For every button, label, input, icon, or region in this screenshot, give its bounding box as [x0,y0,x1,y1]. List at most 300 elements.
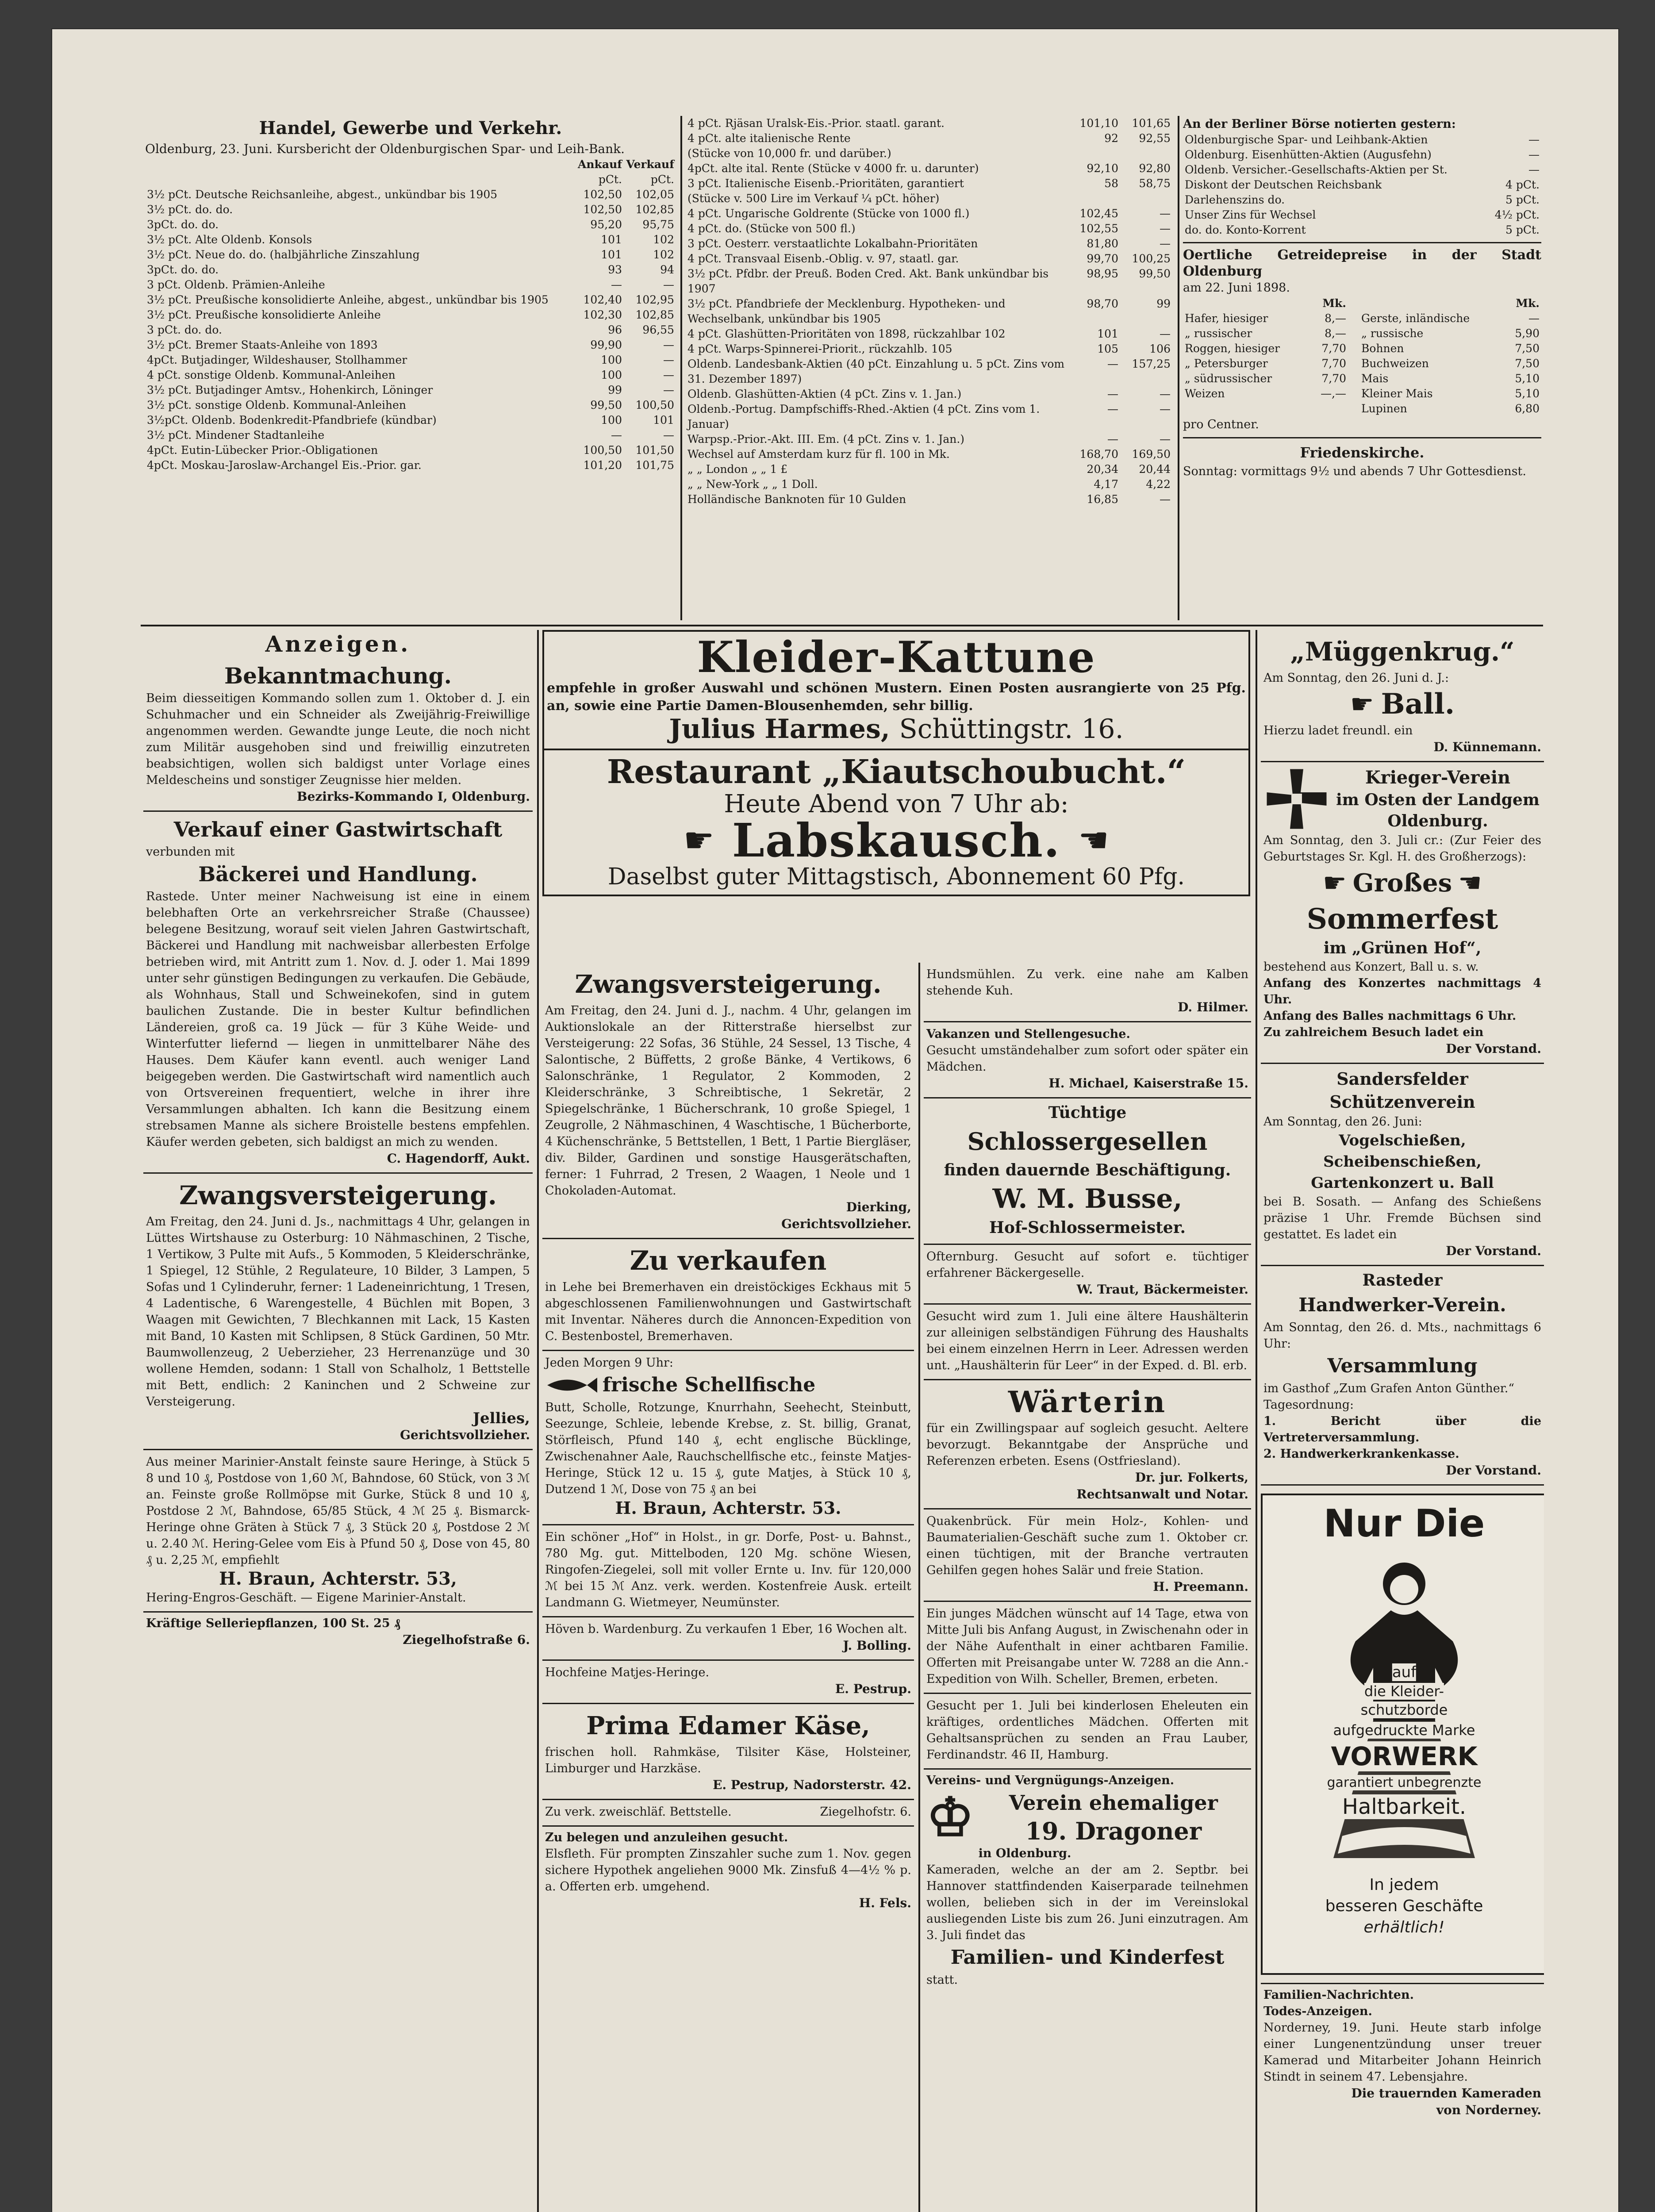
marinier-ad [143,1450,533,1613]
getreide-row-cell: 5,10 [1515,372,1540,385]
fam-text: Norderney, 19. Juni. Heute starb infolge einer Lungenentzündung unser treuer Kamerad und Mitarbeiter Johann Heinrich Stindt in seinem 47. Lebensjahre. [1263,2021,1541,2084]
kurs-row [145,368,676,383]
kurs-row-cell: 102,85 [635,308,674,321]
kurs-row-cell: 102,05 [635,188,674,201]
zuverk-title: Zu verkaufen [630,1245,827,1276]
bett-text: Zu verk. zweischläf. Bettstelle. [545,1805,732,1819]
berlin-row-cell: 5 pCt. [1505,193,1540,206]
fisch-sig: H. Braun, Achterstr. 53. [615,1498,841,1518]
krieger-detail: bestehend aus Konzert, Ball u. s. w. [1263,960,1479,974]
berlin-row [1183,207,1541,223]
kurs-unit-b: pCt. [650,173,674,186]
kurs-row-cell: Holländische Banknoten für 10 Gulden [687,493,906,506]
kurs-row-cell: Oldenb. Landesbank-Aktien (40 pCt. Einzahlung u. 5 pCt. Zins vom 31. Dezember 1897) [687,357,1065,385]
getreide-date: am 22. Juni 1898. [1183,281,1290,295]
kurs-row-cell: — [1107,433,1118,445]
kurs-row-cell: 4 pCt. Rjäsan Uralsk-Eis.-Prior. staatl. garant. [687,117,945,130]
getreide-row [1183,326,1541,341]
berlin-row-cell: Oldenb. Versicher.-Gesellschafts-Aktien per St. [1185,163,1448,176]
kurs-row [686,116,1172,131]
kurs-table-left [145,157,676,473]
kurs-row-cell: 169,50 [1132,448,1171,461]
maedchen-ad [924,1602,1251,1694]
hand-title2: Handwerker-Verein. [1298,1294,1506,1316]
getreide-row [1183,386,1541,401]
vorwerk-besseren: besseren Geschäfte [1325,1897,1483,1915]
kurs-row-cell: 3 pCt. Oldenb. Prämien-Anleihe [147,278,325,291]
sand-detail: bei B. Sosath. — Anfang des Schießens präzise 1 Uhr. Fremde Büchsen sind gestattet. Es ladet ein [1263,1195,1541,1241]
kurs-row-cell: 4 pCt. Glashütten-Prioritäten von 1898, rückzahlbar 102 [687,327,1006,340]
getreide-unit-a: Mk. [1322,297,1347,310]
bekanntmachung-ad [143,658,533,812]
waert-title: Wärterin [1008,1385,1167,1419]
kurs-row-cell: 20,34 [1087,463,1118,476]
kurs-row-cell: 3 pCt. Italienische Eisenb.-Prioritäten, garantiert [687,177,964,190]
kirche-title: Friedenskirche. [1300,444,1425,461]
vakanz-text: Gesucht umständehalber zum sofort oder später ein Mädchen. [926,1044,1248,1074]
berlin-row-cell: — [1528,133,1540,146]
kurs-row-cell: 102,95 [635,293,674,306]
berlin-table [1183,132,1541,238]
restaurant-title: Restaurant „Kiautschoubucht.“ [607,753,1186,791]
kurs-row-cell: 102,50 [583,203,622,216]
fisch-ad [542,1351,914,1525]
kurs-row-cell: 92 [1104,132,1118,145]
getreide-row-cell: 6,80 [1515,402,1540,415]
kurs-row [686,191,1172,206]
kriegerverein-ad [1261,762,1544,1064]
vakanz-title: Vakanzen und Stellengesuche. [926,1027,1130,1041]
kurs-row-cell: 3 pCt. Oesterr. verstaatlichte Lokalbahn-Prioritäten [687,237,978,250]
pointing-hand-icon: ☛ [1350,689,1374,720]
kurs-row-cell: 102 [653,233,674,246]
kurs-row-cell: — [611,429,622,442]
kurs-row [145,232,676,247]
kurs-row-cell: — [1107,357,1118,370]
kurs-row-cell: — [1160,327,1171,340]
pointing-hand-icon: ☛ [1458,868,1482,899]
kurs-row-cell: 58 [1104,177,1118,190]
verkauf-title: Verkauf einer Gastwirtschaft [173,818,503,841]
berlin-row-cell: Oldenburg. Eisenhütten-Aktien (Augusfehn) [1185,148,1432,161]
verkauf-title2: Bäckerei und Handlung. [198,862,478,886]
matjes-ad [542,1661,914,1704]
kurs-row-cell: 4pCt. alte ital. Rente (Stücke v 4000 fr. u. darunter) [687,162,979,175]
eber-sig: J. Bolling. [843,1638,911,1653]
verein-foot: Familien- und Kinderfest [950,1946,1225,1969]
kuh-ad [924,963,1251,1022]
kuh-sig: D. Hilmer. [1178,1000,1248,1014]
kurs-row [145,277,676,292]
kurs-row [686,462,1172,477]
kurs-row-cell: 96 [608,323,622,336]
kurs-row [145,398,676,413]
kurs-row [145,323,676,338]
kurs-row-cell: 99,50 [590,399,622,411]
kurs-row-cell: 4pCt. Butjadinger, Wildeshauser, Stollhammer [147,353,407,366]
kurs-row-cell: 92,55 [1139,132,1171,145]
kurs-row-cell: — [1160,207,1171,220]
krieger-sig: Der Vorstand. [1446,1041,1541,1056]
kurs-row-cell: 81,80 [1087,237,1118,250]
kurs-row [145,217,676,232]
edamer-ad [542,1704,914,1800]
fam-sig2: von Norderney. [1436,2103,1541,2117]
kurs-row-cell: 99,90 [590,338,622,351]
getreide-row-cell: Kleiner Mais [1361,387,1433,400]
getreide-row-cell: „ russische [1361,327,1424,340]
zwang2-title: Zwangsversteigerung. [575,970,882,999]
fam-sig: Die trauernden Kameraden [1351,2086,1541,2101]
verein-title: Verein ehemaliger [1009,1791,1218,1815]
krieger-konz: Anfang des Konzertes nachmittags 4 Uhr. [1263,976,1541,1006]
kurs-row [145,292,676,307]
getreide-row-cell: 8,— [1325,312,1347,325]
kurs-row-cell: 92,10 [1087,162,1118,175]
krieger-title2: im Osten der Landgem [1336,791,1540,809]
berlin-row-cell: 4 pCt. [1505,178,1540,191]
berlin-row-cell: 4½ pCt. [1494,208,1540,221]
kattune-title: Kleider-Kattune [697,632,1096,682]
getreide-row-cell: Weizen [1185,387,1225,400]
kurs-row-cell: 101,65 [1132,117,1171,130]
getreide-row-cell: Bohnen [1361,342,1404,355]
kurs-row [145,443,676,458]
baecker-ad [924,1245,1251,1305]
dragoner-ad [924,1770,1251,1991]
kurs-row-cell: 4 pCt. Ungarische Goldrente (Stücke von 1000 fl.) [687,207,970,220]
kurs-row-cell: 98,70 [1087,297,1118,310]
kurs-row [145,262,676,277]
berlin-title: An der Berliner Börse notierten gestern: [1183,117,1456,131]
kurs-row [686,296,1172,326]
restaurant-foot: Daselbst guter Mittagstisch, Abonnement 60 Pfg. [607,864,1185,890]
getreide-foot: pro Centner. [1183,418,1259,431]
kurs-row-cell: — [1160,388,1171,400]
getreide-title: Oertliche Getreidepreise in der Stadt Oldenburg [1183,247,1541,279]
schloss-pre: Tüchtige [1048,1103,1127,1122]
kurs-row-cell: 101,20 [583,459,622,472]
kurs-row-cell [1120,191,1172,206]
kurs-row [686,357,1172,387]
kurs-row-cell: 3½ pCt. Bremer Staats-Anleihe von 1893 [147,338,378,351]
kurs-row-cell: 4 pCt. Transvaal Eisenb.-Oblig. v. 97, staatl. gar. [687,252,959,265]
schloss-name: W. M. Busse, [992,1183,1183,1214]
schuetzenverein-ad [1261,1064,1544,1266]
sand-title: Sandersfelder Schützenverein [1329,1069,1475,1112]
kurs-row [686,387,1172,402]
kurs-unit-a: pCt. [598,173,622,186]
kurs-row-cell: 101,10 [1079,117,1118,130]
vakanz-sig: H. Michael, Kaiserstraße 15. [1048,1076,1248,1091]
getreide-row-cell: Hafer, hiesiger [1185,312,1268,325]
kurs-row [145,353,676,368]
getreide-row [1183,371,1541,386]
kurs-row-cell: 3½ pCt. Deutsche Reichsanleihe, abgest., unkündbar bis 1905 [147,188,498,201]
mueggen-ball: Ball. [1381,687,1455,721]
kurs-row-cell: 93 [608,263,622,276]
kurs-row-cell: 4 pCt. alte italienische Rente [687,132,851,145]
vorwerk-ad [1261,1494,1544,1975]
schloss-sub: finden dauernde Beschäftigung. [944,1161,1231,1179]
getreide-row-cell: 7,50 [1515,357,1540,370]
kurs-row-cell: — [663,369,674,381]
mueggen-text: Am Sonntag, den 26. Juni d. J.: [1263,671,1449,685]
restaurant-ad [542,750,1250,896]
kurs-row-cell: 3½ pCt. Preußische konsolidierte Anleihe, abgest., unkündbar bis 1905 [147,293,549,306]
kurs-row-cell: 99 [1156,297,1171,310]
zwang-sig2: Gerichtsvollzieher. [400,1428,530,1442]
edamer-text: frischen holl. Rahmkäse, Tilsiter Käse, Holsteiner, Limburger und Harzkäse. [545,1745,911,1775]
krieger-invite: Zu zahlreichem Besuch ladet ein [1263,1025,1484,1039]
bek-sig: Bezirks-Kommando I, Oldenburg. [296,789,530,804]
kurs-row-cell: 99,70 [1087,252,1118,265]
iron-cross-icon [1263,766,1330,832]
getreide-row-cell: Buchweizen [1361,357,1429,370]
verein-head: Vereins- und Vergnügungs-Anzeigen. [926,1774,1175,1787]
berlin-row-cell: do. do. Konto-Korrent [1185,223,1306,236]
verkauf-sig: C. Hagendorff, Aukt. [387,1151,530,1166]
kurs-row-cell: — [663,353,674,366]
kurs-row [686,266,1172,296]
bek-title: Bekanntmachung. [224,663,452,689]
quakenbrueck-ad [924,1509,1251,1602]
fish-icon [545,1374,598,1396]
kurs-row-cell: 4,22 [1146,478,1171,491]
kurs-row [145,202,676,217]
getreide-row-cell [1183,401,1296,416]
kurs-row-cell: — [1160,237,1171,250]
left-column [143,630,533,2212]
getreide-table [1183,296,1541,416]
haus-text: Gesucht wird zum 1. Juli eine ältere Haushälterin zur alleinigen selbständigen Führung des Haushalts bei einem einzelnen Herrn in Leer. Adressen werden unt. „Haushälterin für Leer“ in der Exped. d. Bl. erb. [926,1310,1248,1372]
baecker-text: Ofternburg. Gesucht auf sofort e. tüchtiger erfahrener Bäckergeselle. [926,1250,1248,1280]
kurs-row [686,251,1172,266]
marin-sig: H. Braun, Achterstr. 53, [219,1568,457,1589]
kurs-row-cell: 4 pCt. do. (Stücke von 500 fl.) [687,222,856,235]
hand-title: Rasteder [1362,1271,1443,1290]
getreide-row-cell: Lupinen [1361,402,1407,415]
kurs-row [686,492,1172,507]
restaurant-sub: Heute Abend von 7 Uhr ab: [724,790,1069,818]
mid-column [542,963,914,2212]
anlegen-title: Zu belegen und anzuleihen gesucht. [545,1831,788,1844]
kurs-row [686,221,1172,236]
kurs-row [145,307,676,323]
sellerie-sig: Ziegelhofstraße 6. [403,1632,530,1647]
kurs-row-cell: 4 pCt. Warps-Spinnerei-Priorit., rückzahlb. 105 [687,342,952,355]
kurs-row-cell: 3pCt. do. do. [147,218,219,231]
fam-sub: Todes-Anzeigen. [1263,2005,1372,2018]
baecker-sig: W. Traut, Bäckermeister. [1076,1282,1248,1297]
eber-text: Höven b. Wardenburg. Zu verkaufen 1 Eber, 16 Wochen alt. [545,1622,907,1636]
getreide-row-cell: „ südrussischer [1185,372,1272,385]
berlin-row-cell: — [1528,163,1540,176]
krieger-fest: Großes [1352,868,1452,898]
getreide-row-cell: — [1528,312,1540,325]
mueggenkrug-ad [1261,630,1544,762]
anlegen-sig: H. Fels. [859,1896,911,1910]
vorwerk-schutz: schutzborde [1360,1701,1448,1718]
fam-title: Familien-Nachrichten. [1263,1988,1414,2002]
kurs-row-cell: 100,50 [583,444,622,457]
mueggen-invite: Hierzu ladet freundl. ein [1263,724,1413,737]
kurs-row-cell: — [1160,222,1171,235]
kurs-row-cell: Warpsp.-Prior.-Akt. III. Em. (4 pCt. Zins v. 1. Jan.) [687,433,965,445]
eber-ad [542,1617,914,1661]
getreide-row-cell: „ Petersburger [1185,357,1268,370]
zwang-title: Zwangsversteigerung. [179,1180,497,1210]
quaken-sig: H. Preemann. [1153,1579,1248,1594]
krieger-title: Krieger-Verein [1365,767,1511,788]
kurs-row [145,187,676,202]
berlin-row-cell: — [1528,148,1540,161]
getreide-row [1183,311,1541,326]
kuh-text: Hundsmühlen. Zu verk. eine nahe am Kalben stehende Kuh. [926,968,1248,998]
berlin-row [1183,132,1541,147]
kurs-row-cell: — [1160,433,1171,445]
hof-ad [542,1525,914,1617]
vorwerk-halt: Haltbarkeit. [1342,1794,1467,1819]
bett-sig: Ziegelhofstr. 6. [820,1805,911,1819]
kurs-row-cell: 100 [601,369,622,381]
kurs-row [145,338,676,353]
kurs-row-cell: 101 [601,233,622,246]
getreide-row-cell: „ russischer [1185,327,1252,340]
marin-sig2: Hering-Engros-Geschäft. — Eigene Marinier-Anstalt. [146,1591,466,1605]
sellerie-text: Kräftige Selleriepflanzen, 100 St. 25 ₰ [146,1617,400,1630]
sand-text: Am Sonntag, den 26. Juni: [1263,1115,1422,1129]
kurs-row-cell: 102,55 [1079,222,1118,235]
kurs-row [686,131,1172,146]
schlosser-ad [924,1098,1251,1245]
verein-foot2: statt. [926,1973,958,1987]
getreide-row-cell: 7,70 [1321,372,1347,385]
vorwerk-die: die Kleider- [1364,1683,1444,1700]
kurs-row-cell: 100,50 [635,399,674,411]
zwangsversteigerung-ad-1 [143,1174,533,1450]
getreide-row-cell: Mais [1361,372,1389,385]
kattune-text: empfehle in großer Auswahl und schönen Mustern. Einen Posten ausrangierte von 25 Pfg. an, sowie eine Partie Damen-Blousenhemden, sehr billig. [547,680,1246,714]
kurs-row-cell: — [663,278,674,291]
mueggen-sig: D. Künnemann. [1433,740,1541,754]
bett-line [545,1804,911,1820]
haushaelterin-ad [924,1305,1251,1380]
kurs-row [145,383,676,398]
kurs-row-cell: 101,50 [635,444,674,457]
verein-title2: 19. Dragoner [1025,1817,1202,1845]
kurs-heading: Handel, Gewerbe und Verkehr. [259,118,562,138]
anlegen-text: Elsfleth. Für prompten Zinszahler suche zum 1. Nov. gegen sichere Hypothek angeliehen 9000 Mk. Zinsfuß 4—4½ % p. a. Offerten erb. umgehend. [545,1847,911,1893]
zwang2-text: Am Freitag, den 24. Juni d. J., nachm. 4 Uhr, gelangen im Auktionslokale an der Ritterstraße hierselbst zur Versteigerung: 22 Sofas, 36 Stühle, 24 Sessel, 13 Tische, 4 Salontische, 2 Büffetts, 2 große Bänke, 4 Vertikows, 6 Salonschränke, 1 Regulator, 2 Kommoden, 2 Kleiderschränke, 3 Schreibtische, 1 Sekretär, 2 Spiegelschränke, 1 Bücherschrank, 10 große Spiegel, 1 Zeugrolle, 2 Nähmaschinen, 4 Waschtische, 1 Bücherborte, 4 Küchenschränke, 5 Bettstellen, 1 Bett, 1 Partie Biergläser, div. Bilder, Gardinen und sonstige Hausgerätschaften, ferner: 1 Fuhrrad, 2 Tresen, 2 Waagen, 1 Neole und 1 Chokoladen-Automat. [545,1004,911,1198]
kurs-row [686,402,1172,432]
kurs-row-cell: 101,75 [635,459,674,472]
getreide-row-cell: —,— [1321,387,1347,400]
kurs-col-b: Verkauf [626,158,674,171]
kurs-row-cell: 102,50 [583,188,622,201]
waerterin-ad [924,1380,1251,1509]
kurs-row-cell: — [1160,403,1171,415]
waert-text: für ein Zwillingspaar auf sogleich gesucht. Aeltere bevorzugt. Bekanntgabe der Ansprüche und Referenzen erbeten. Esens (Ostfriesland). [926,1421,1248,1468]
kurs-row-cell: Oldenb.-Portug. Dampfschiffs-Rhed.-Aktien (4 pCt. Zins vom 1. Januar) [687,403,1040,430]
kurs-row-cell: 3½ pCt. Butjadinger Amtsv., Hohenkirch, Löninger [147,384,433,396]
mid-right-column [924,963,1251,2212]
hamburg-ad [924,1694,1251,1770]
matjes-text: Hochfeine Matjes-Heringe. [545,1666,710,1679]
handwerker-ad [1261,1266,1544,1486]
kurs-row-cell: Oldenb. Glashütten-Aktien (4 pCt. Zins v. 1. Jan.) [687,388,962,400]
kattune-ad [542,630,1250,750]
hand-place: im Gasthof „Zum Grafen Anton Günther.“ [1263,1382,1515,1395]
waert-sig: Dr. jur. Folkerts, [1135,1470,1248,1485]
kurs-row [145,428,676,443]
getreide-row-cell: 5,90 [1515,327,1540,340]
krieger-text: Am Sonntag, den 3. Juli cr.: (Zur Feier des Geburtstages Sr. Kgl. H. des Großherzogs): [1263,833,1541,864]
kurs-row-cell: 3½ pCt. Pfandbriefe der Mecklenburg. Hypotheken- und Wechselbank, unkündbar bis 1905 [687,297,1006,325]
kurs-row-cell: 100 [601,414,622,426]
kurs-row-cell: „ „ London „ „ 1 £ [687,463,788,476]
verkauf-ad [143,812,533,1174]
berlin-row [1183,162,1541,177]
kurs-row-cell: 4,17 [1094,478,1118,491]
kurs-table-mid [686,116,1172,507]
getreide-row-cell: 5,10 [1515,387,1540,400]
kurs-row [686,176,1172,191]
kurs-row-cell: 95,20 [590,218,622,231]
getreide-row-cell [1296,401,1348,416]
kurs-row-cell: — [663,429,674,442]
kurs-row-cell: 102,30 [583,308,622,321]
kurs-row-cell: 4pCt. Moskau-Jaroslaw-Archangel Eis.-Prior. gar. [147,459,422,472]
kurs-row-cell: 3pCt. do. do. [147,263,219,276]
familien-ad [1261,1983,1544,2121]
kurs-row [145,247,676,262]
kurs-row-cell: 3½ pCt. Mindener Stadtanleihe [147,429,325,442]
crown-letter-icon: ♔ [926,1786,974,1848]
kurs-row-cell: (Stücke von 10,000 fr. und darüber.) [687,147,891,160]
kurs-row-cell: 4pCt. Eutin-Lübecker Prior.-Obligationen [147,444,378,457]
kurs-row-cell: 94 [660,263,674,276]
kirche-text: Sonntag: vormittags 9½ und abends 7 Uhr Gottesdienst. [1183,465,1526,478]
wide-ads [542,630,1250,957]
zuverk-text: in Lehe bei Bremerhaven ein dreistöckiges Eckhaus mit 5 abgeschlossenen Familienwohnungen und Gastwirtschaft mit Inventar. Näheres durch die Annoncen-Expedition von C. Bestenbostel, Bremerhaven. [545,1280,911,1343]
pointing-hand-icon: ☛ [1078,821,1110,860]
kurs-row [686,161,1172,176]
kurs-row [686,342,1172,357]
sand-sig: Der Vorstand. [1446,1244,1541,1258]
hand-sig: Der Vorstand. [1446,1463,1541,1478]
berlin-row [1183,223,1541,238]
hand-item1: 1. Bericht über die Vertreterversammlung. [1263,1414,1541,1444]
getreide-row [1183,401,1541,416]
kurs-row [686,206,1172,221]
getreide-row-cell: 7,50 [1515,342,1540,355]
edamer-title: Prima Edamer Käse, [586,1711,870,1740]
kurs-row-cell: (Stücke v. 500 Lire im Verkauf ¼ pCt. höher) [687,192,940,205]
fisch-text: Butt, Scholle, Rotzunge, Knurrhahn, Seehecht, Steinbutt, Seezunge, Schleie, lebende Krebse, z. St. billig, Granat, Störfleisch, Pfund 140 ₰, echt englische Bücklinge, Zwischenahner Aale, Rauchschellfische etc., feinste Matjes-Heringe, Stück 12 u. 15 ₰, gute Matjes, à Stück 10 ₰, Dutzend 1 ℳ, Dose von 75 ₰ an bei [545,1401,911,1496]
kurs-row-cell: 3½ pCt. do. do. [147,203,233,216]
kurs-row-cell: Wechsel auf Amsterdam kurz für fl. 100 in Mk. [687,448,950,461]
berlin-row [1183,192,1541,207]
zwangsversteigerung-ad-2 [542,963,914,1239]
kattune-line [547,715,1246,743]
kurs-row-cell: „ „ New-York „ „ 1 Doll. [687,478,818,491]
kattune-addr: Schüttingstr. 16. [899,714,1124,745]
zwang-sig: Jellies, [472,1409,530,1427]
berlin-row-cell: Oldenburgische Spar- und Leihbank-Aktien [1185,133,1428,146]
kurs-row-cell: 100,25 [1132,252,1171,265]
kurs-row-cell: 101 [653,414,674,426]
